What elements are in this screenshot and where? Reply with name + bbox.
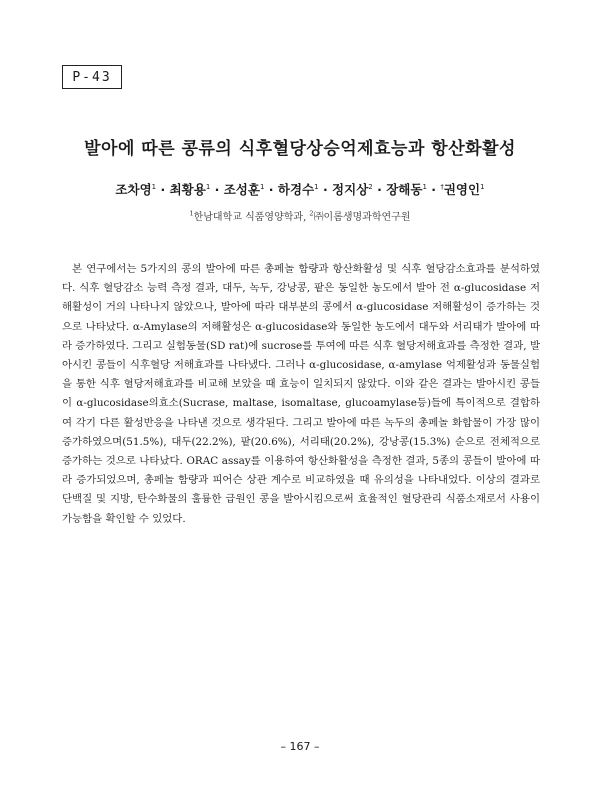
- author-name: 장해동$^1$: [386, 182, 427, 197]
- author-name: †권영인$^1$: [440, 182, 485, 197]
- author-affiliation-mark: 1: [314, 182, 319, 191]
- author-separator: ·: [372, 182, 387, 197]
- author-name: 최황용$^1$: [169, 182, 211, 197]
- affiliation-list: [0, 208, 600, 223]
- author-list: [0, 180, 600, 198]
- affiliation: $^2$㈜이롬생명과학연구원: [309, 209, 411, 223]
- author-affiliation-mark: 1: [259, 182, 265, 191]
- abstract-text: 본 연구에서는 5가지의 콩의 발아에 따른 총페놀 함량과 항산화활성 및 식후 혈당감소효과를 분석하였다. 식후 혈당감소 능력 측정 결과, 대두, 녹두, 강낭콩, 팥은 동일한 농도에서 발아 전 α-glucosidase 저해활성이 거의 나타나지 않았으나, 발아에 따라 대부분의 콩에서 α-glucosidase 저해활성이 증가하는 것으로 나타났다. α-Amylase의 저해활성은 α-glucosidase와 동일한 농도에서 대두와 서리태가 발아에 따라 증가하였다. 그리고 실험동물(SD rat)에 sucrose를 투여에 따른 식후 혈당저해효과를 측정한 결과, 발아시킨 콩들이 식후혈당 저해효과를 나타냈다. 그러나 α-glucosidase, α-amylase 억제활성과 동물실험을 통한 식후 혈당저해효과를 비교해 보았을 때 효능이 일치되지 않았다. 이와 같은 결과는 발아시킨 콩들이 α-glucosidase의효소(Sucrase, maltase, isomaltase, glucoamylase등)들에 특이적으로 결합하여 각기 다른 활성반응을 나타낸 것으로 생각된다. 그리고 발아에 따른 녹두의 총페놀 화합물이 가장 많이 증가하였으며(51.5%), 대두(22.2%), 팥(20.6%), 서리태(20.2%), 강낭콩(15.3%) 순으로 전체적으로 증가하는 것으로 나타났다. ORAC assay를 이용하여 항산화활성을 측정한 결과, 5종의 콩들이 발아에 따라 증가되었으며, 총페놀 함량과 피어슨 상관 계수로 비교하였을 때 유의성을 나타내었다. 이상의 결과로 단백질 및 지방, 탄수화물의 훌륭한 급원인 콩을 발아시킴으로써 효율적인 혈당관리 식품소재로서 사용이 가능함을 확인할 수 있었다.: [62, 263, 540, 525]
- author-separator: ·: [426, 182, 441, 197]
- author-name: 조성훈$^1$: [223, 182, 265, 197]
- author-affiliation-mark: 1: [151, 182, 157, 191]
- author-affiliation-mark: 1: [205, 182, 211, 191]
- author-separator: ·: [156, 182, 170, 197]
- author-affiliation-mark: 2: [368, 182, 373, 191]
- author-separator: ·: [318, 182, 333, 197]
- author-separator: ·: [264, 182, 278, 197]
- author-separator: ·: [210, 182, 224, 197]
- paper-title: 발아에 따른 콩류의 식후혈당상승억제효능과 항산화활성: [84, 139, 516, 159]
- author-name: 하경수$^1$: [277, 182, 319, 197]
- author-name: 정지상$^2$: [332, 182, 373, 197]
- author-affiliation-mark: 1: [422, 182, 427, 191]
- abstract: [62, 260, 540, 529]
- author-affiliation-mark: 1: [480, 182, 485, 191]
- page-number: – 167 –: [280, 740, 320, 753]
- section-badge: P-43: [62, 65, 122, 89]
- corresponding-author-mark: †: [440, 182, 444, 191]
- affiliation-separator: ,: [303, 212, 310, 223]
- affiliation: $^1$한남대학교 식품영양학과: [189, 209, 304, 223]
- author-name: 조차영$^1$: [115, 182, 157, 197]
